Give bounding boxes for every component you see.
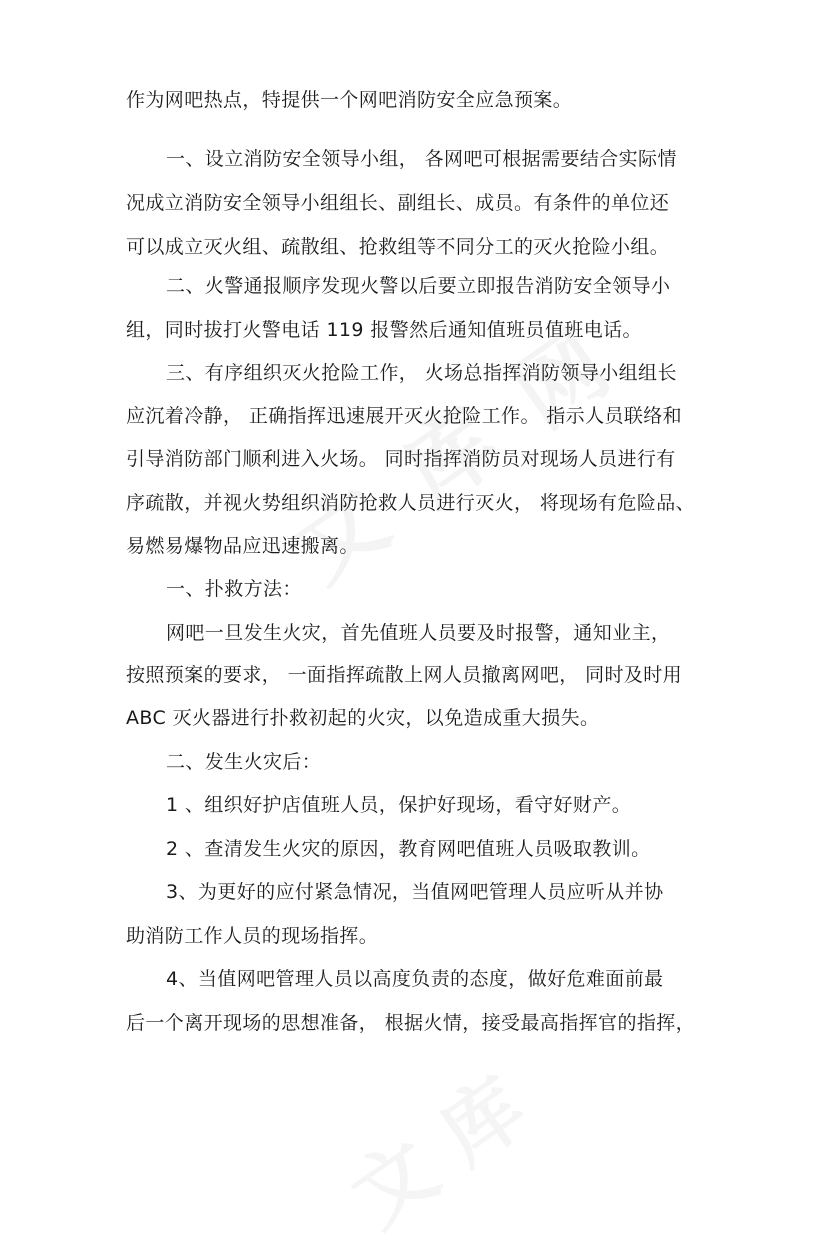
- paragraph-line: 后一个离开现场的思想准备， 根据火情，接受最高指挥官的指挥，: [126, 1012, 696, 1034]
- list-item: 4、当值网吧管理人员以高度负责的态度，做好危难面前最: [166, 968, 664, 990]
- paragraph-line: 二、火警通报顺序发现火警以后要立即报告消防安全领导小: [166, 275, 671, 297]
- list-item: 1 、组织好护店值班人员，保护好现场，看守好财产。: [166, 794, 632, 816]
- section-heading: 一、扑救方法：: [166, 578, 302, 600]
- paragraph-line: 易燃易爆物品应迅速搬离。: [126, 535, 359, 557]
- list-item: 2 、查清发生火灾的原因，教育网吧值班人员吸取教训。: [166, 838, 651, 860]
- paragraph-line: 可以成立灭火组、疏散组、抢救组等不同分工的灭火抢险小组。: [126, 236, 670, 258]
- paragraph-line: 网吧一旦发生火灾，首先值班人员要及时报警，通知业主，: [166, 622, 671, 644]
- paragraph-line: 应沉着冷静， 正确指挥迅速展开灭火抢险工作。 指示人员联络和: [126, 405, 683, 427]
- paragraph-line: 组，同时拔打火警电话 119 报警然后通知值班员值班电话。: [126, 319, 642, 341]
- list-item: 3、为更好的应付紧急情况，当值网吧管理人员应听从并协: [166, 881, 664, 903]
- paragraph-line: 序疏散，并视火势组织消防抢救人员进行灭火， 将现场有危险品、: [126, 492, 696, 514]
- section-heading: 二、发生火灾后：: [166, 751, 322, 773]
- paragraph-line: ABC 灭火器进行扑救初起的火灾，以免造成重大损失。: [126, 707, 600, 729]
- paragraph-line: 况成立消防安全领导小组组长、副组长、成员。有条件的单位还: [126, 192, 670, 214]
- paragraph-line: 一、设立消防安全领导小组， 各网吧可根据需要结合实际情: [166, 148, 677, 170]
- paragraph-line: 作为网吧热点，特提供一个网吧消防安全应急预案。: [126, 89, 573, 111]
- watermark-bottom: [325, 1004, 595, 1235]
- paragraph-line: 助消防工作人员的现场指挥。: [126, 925, 379, 947]
- paragraph-line: 按照预案的要求， 一面指挥疏散上网人员撤离网吧， 同时及时用: [126, 664, 683, 686]
- paragraph-line: 引导消防部门顺利进入火场。 同时指挥消防员对现场人员进行有: [126, 448, 676, 470]
- paragraph-line: 三、有序组织灭火抢险工作， 火场总指挥消防领导小组组长: [166, 362, 677, 384]
